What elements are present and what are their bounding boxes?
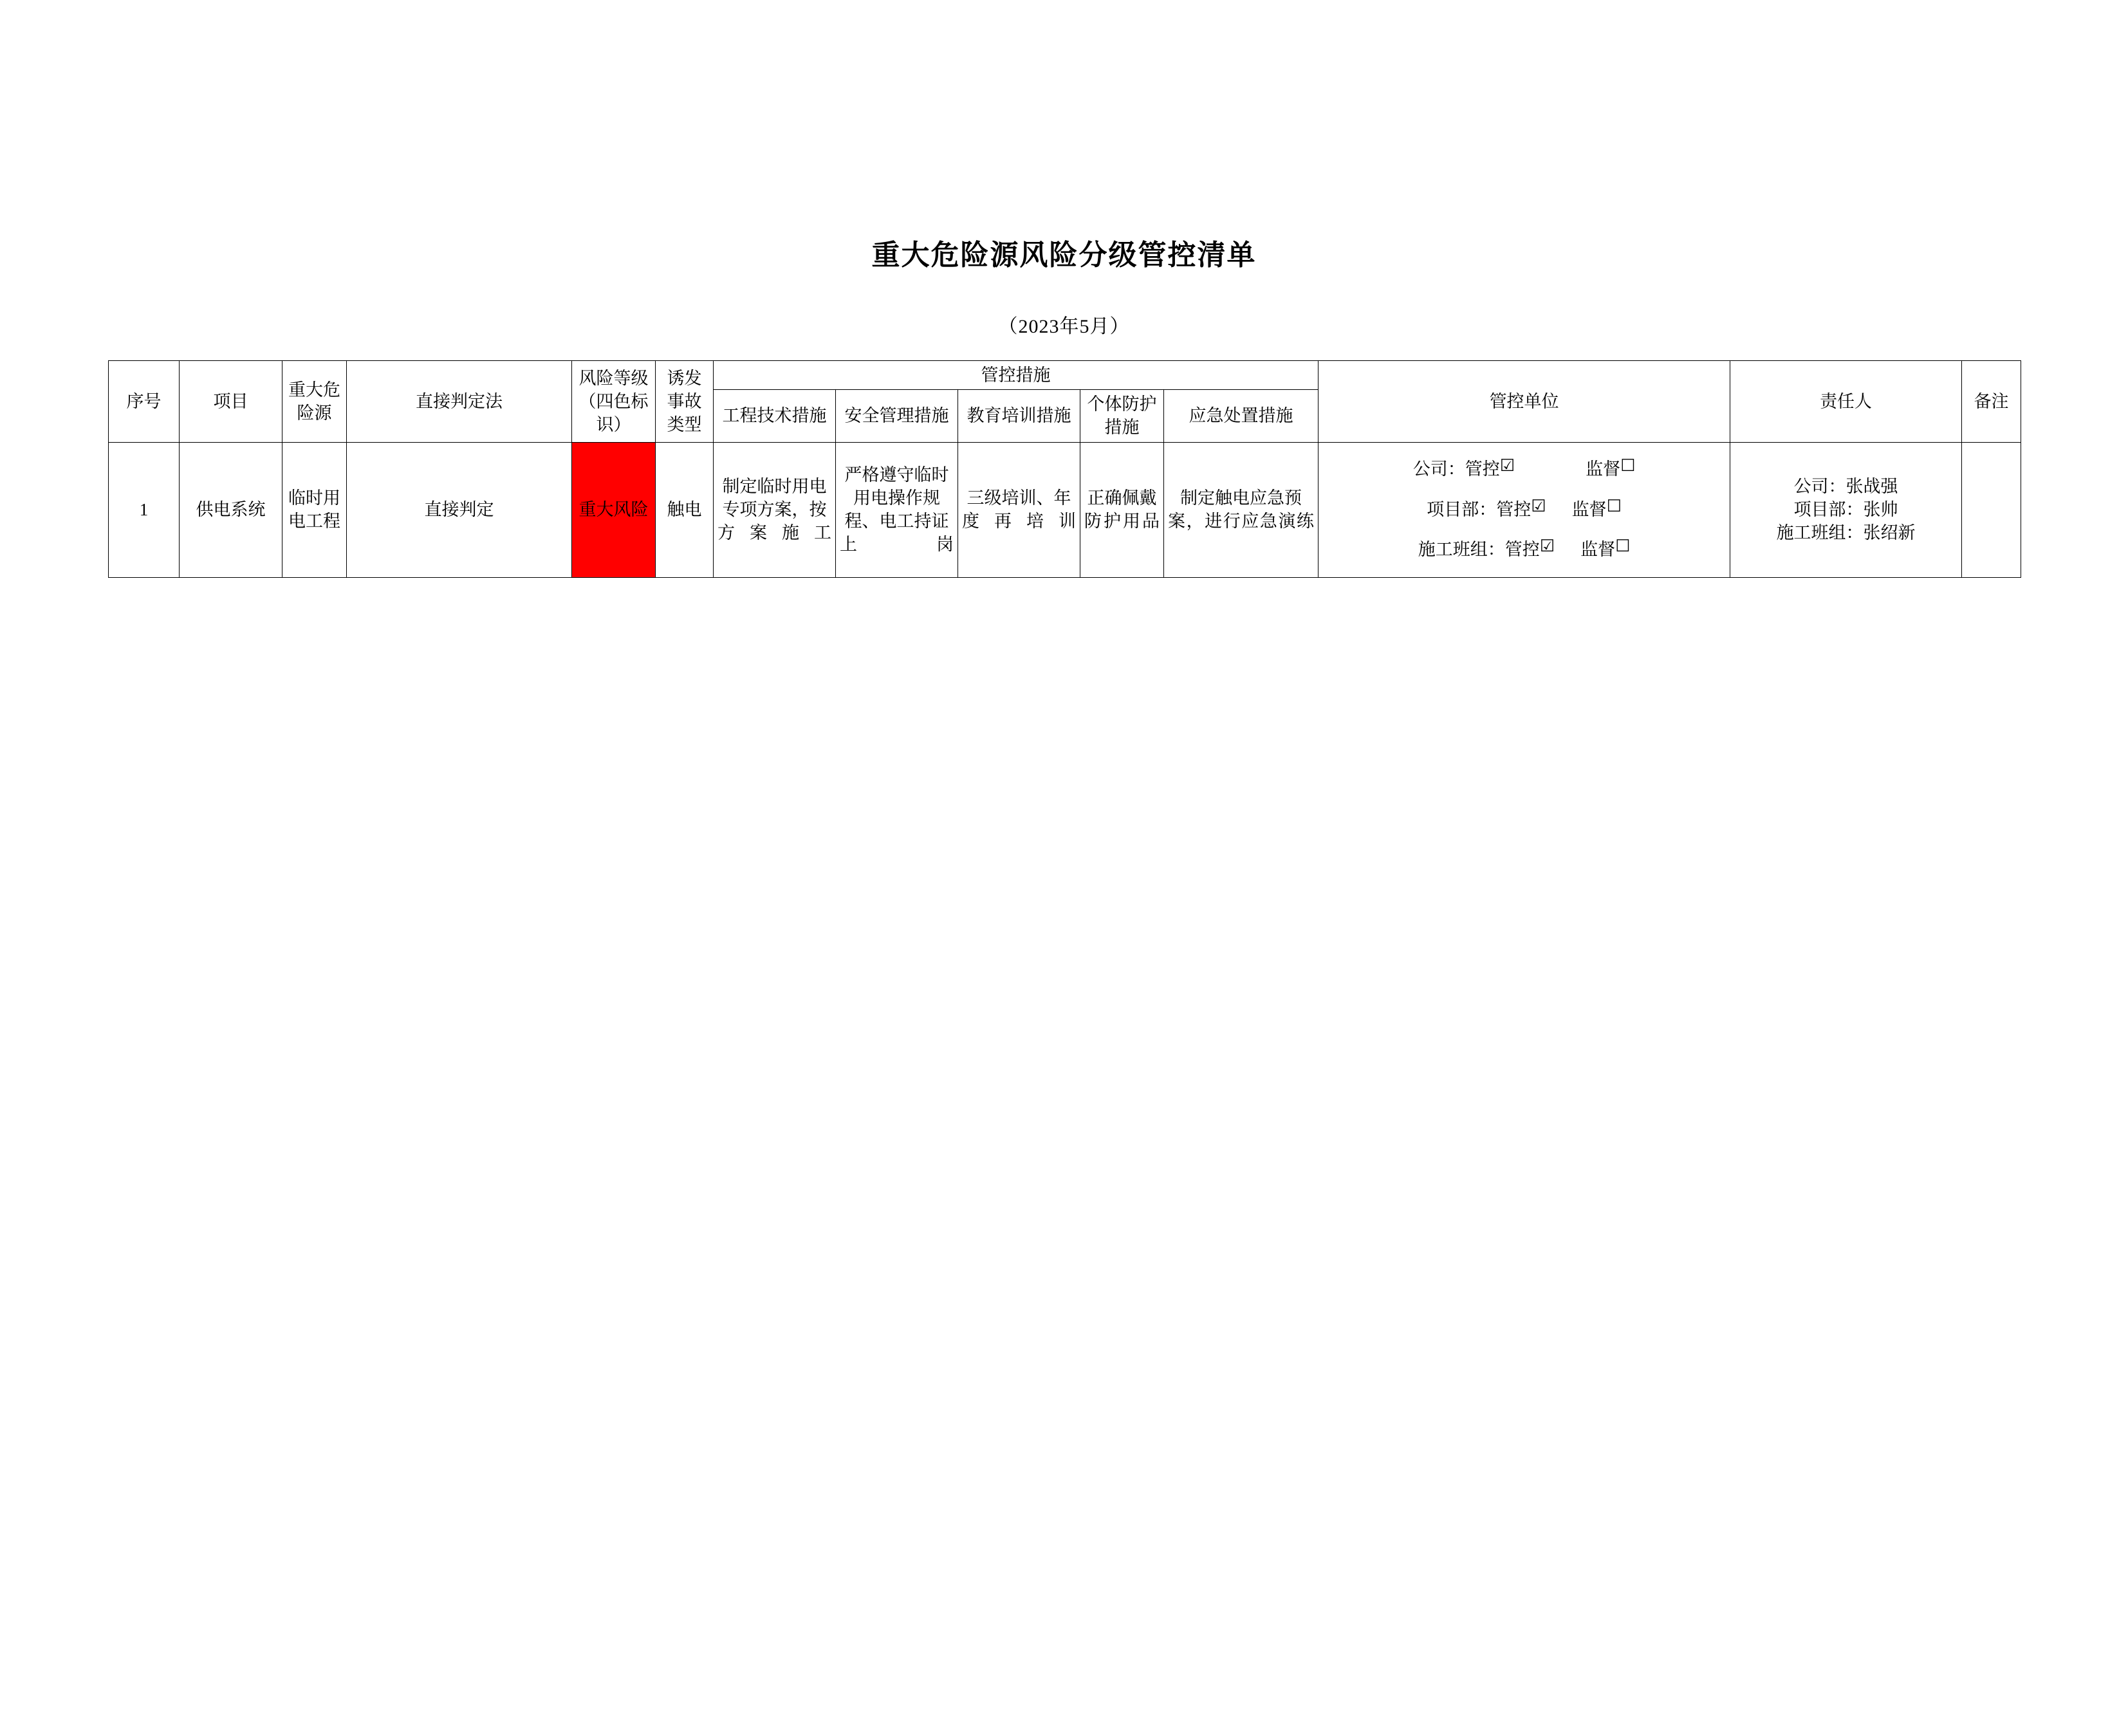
project-control-checkbox[interactable]: ☑ — [1531, 496, 1546, 516]
cell-emergency-response: 制定触电应急预案，进行应急演练 — [1164, 442, 1318, 577]
cell-education-training: 三级培训、年度再培训 — [958, 442, 1080, 577]
cell-responsible-person — [1730, 442, 1962, 577]
project-supervise-label: 监督 — [1571, 499, 1607, 519]
company-supervise-checkbox[interactable]: ☐ — [1620, 456, 1636, 476]
header-seq: 序号 — [109, 361, 180, 443]
header-education-training: 教育培训措施 — [958, 390, 1080, 442]
control-unit-project-label: 项目部：管控 — [1427, 499, 1531, 519]
header-direct-judgement-method: 直接判定法 — [347, 361, 572, 443]
table-header-row-1 — [109, 361, 2021, 390]
header-responsible-person: 责任人 — [1730, 361, 1962, 443]
header-engineering-technical: 工程技术措施 — [714, 390, 836, 442]
team-supervise-label: 监督 — [1580, 540, 1616, 560]
responsible-person-company: 公司：张战强 — [1793, 476, 1898, 496]
header-major-hazard: 重大危险源 — [282, 361, 347, 443]
risk-control-table-wrapper — [108, 360, 2020, 578]
header-safety-management: 安全管理措施 — [836, 390, 958, 442]
control-unit-line-team — [1344, 530, 1705, 570]
header-accident-type: 诱发事故类型 — [656, 361, 714, 443]
cell-seq: 1 — [109, 442, 180, 577]
cell-risk-level-badge: 重大风险 — [572, 442, 656, 577]
team-supervise-checkbox[interactable]: ☐ — [1615, 537, 1631, 557]
cell-safety-management: 严格遵守临时用电操作规程、电工持证上岗 — [836, 442, 958, 577]
responsible-person-project: 项目部：张帅 — [1793, 499, 1898, 519]
project-supervise-checkbox[interactable]: ☐ — [1606, 496, 1622, 516]
risk-control-table — [108, 360, 2021, 578]
document-page — [0, 232, 2128, 1736]
header-control-unit: 管控单位 — [1318, 361, 1730, 443]
header-risk-level: 风险等级（四色标识） — [572, 361, 656, 443]
control-unit-team-label: 施工班组：管控 — [1418, 540, 1540, 560]
responsible-person-team: 施工班组：张绍新 — [1776, 523, 1916, 543]
header-remarks: 备注 — [1962, 361, 2021, 443]
control-unit-line-project — [1344, 490, 1705, 530]
table-row — [109, 442, 2021, 577]
team-control-checkbox[interactable]: ☑ — [1539, 537, 1555, 557]
header-emergency-response: 应急处置措施 — [1164, 390, 1318, 442]
header-control-measures-group: 管控措施 — [714, 361, 1318, 390]
page-subtitle: （2023年5月） — [998, 316, 1130, 337]
cell-control-unit — [1318, 442, 1730, 577]
cell-personal-protection: 正确佩戴防护用品 — [1080, 442, 1164, 577]
cell-direct-judgement-method: 直接判定 — [347, 442, 572, 577]
cell-accident-type: 触电 — [656, 442, 714, 577]
control-unit-line-company — [1344, 449, 1705, 490]
company-control-checkbox[interactable]: ☑ — [1499, 456, 1515, 476]
control-unit-company-label: 公司：管控 — [1412, 459, 1500, 479]
cell-project: 供电系统 — [180, 442, 282, 577]
page-title: 重大危险源风险分级管控清单 — [871, 239, 1257, 271]
header-personal-protection: 个体防护措施 — [1080, 390, 1164, 442]
cell-major-hazard: 临时用电工程 — [282, 442, 347, 577]
header-project: 项目 — [180, 361, 282, 443]
cell-remarks — [1962, 442, 2021, 577]
cell-engineering-technical: 制定临时用电专项方案，按方案施工 — [714, 442, 836, 577]
company-supervise-label: 监督 — [1586, 459, 1621, 479]
